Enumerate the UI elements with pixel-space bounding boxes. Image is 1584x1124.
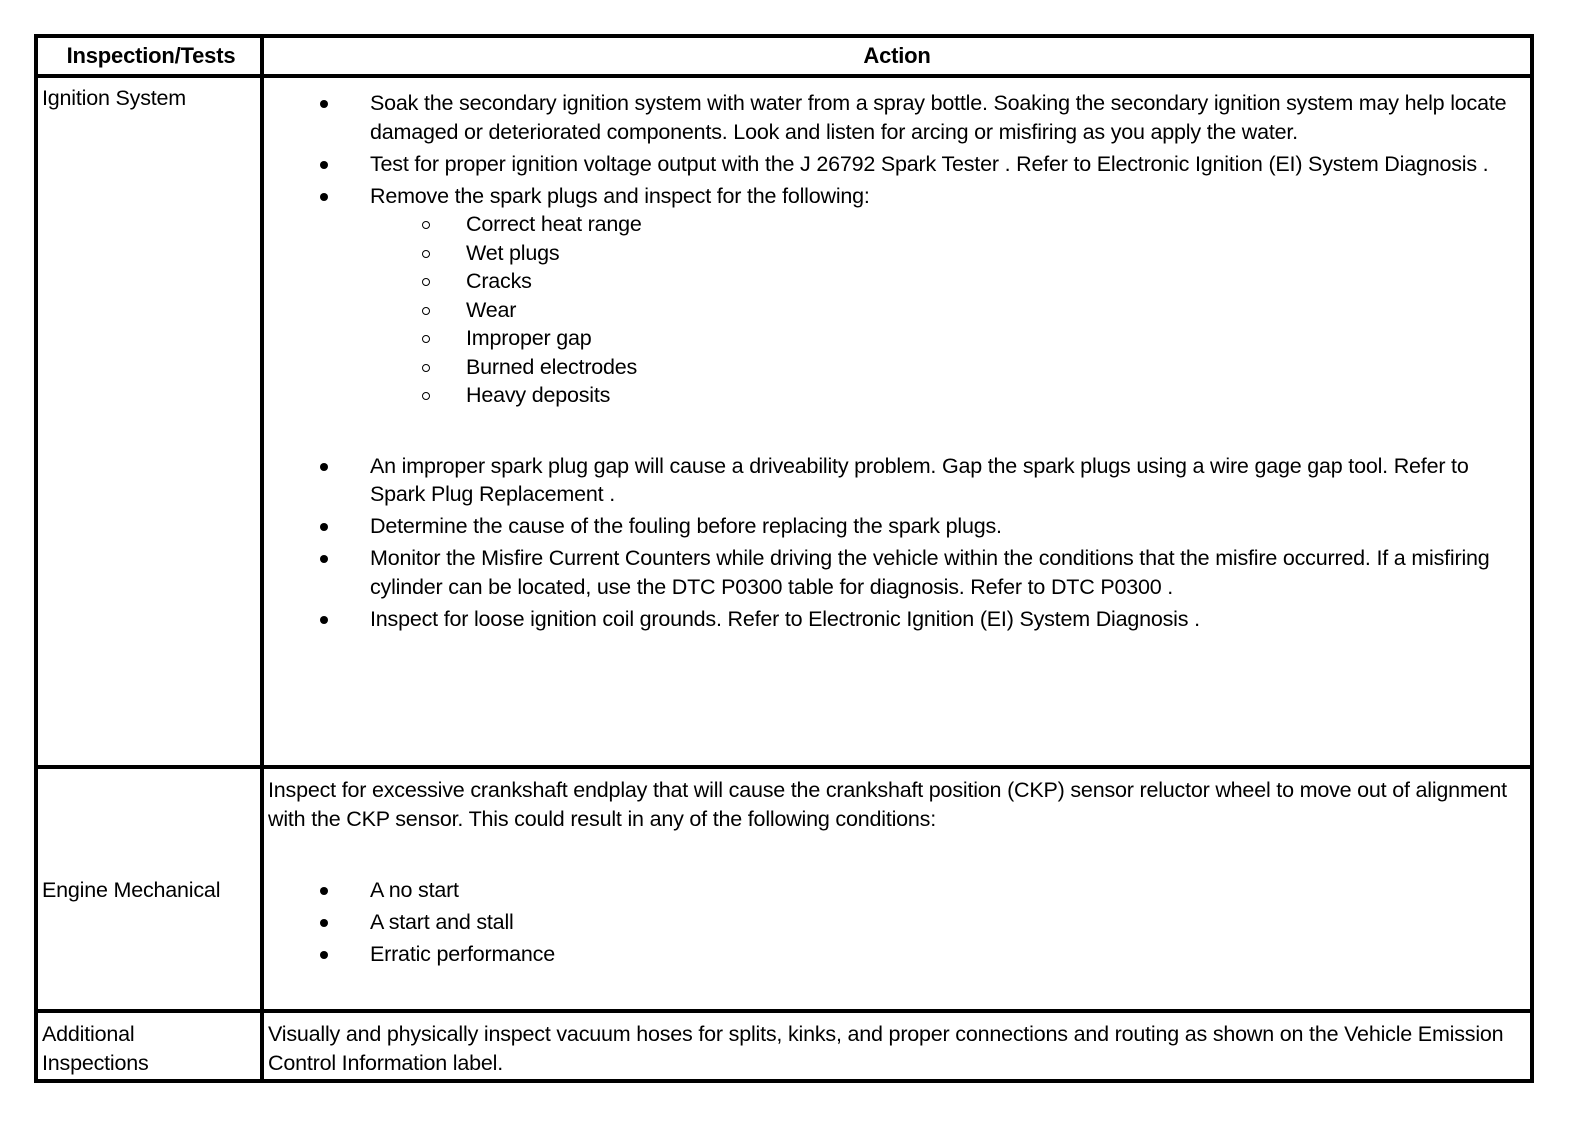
list-item: Soak the secondary ignition system with water from a spray bottle. Soaking the secondary ignition system may help locate damaged or deteriorated components. Look and listen for arcing or misfiring as you apply the water. (268, 89, 1528, 146)
row-action-additional-inspections: Visually and physically inspect vacuum hoses for splits, kinks, and proper connections and routing as shown on the Vehicle Emission Control Information label. (268, 1022, 1504, 1075)
list-item: Test for proper ignition voltage output with the J 26792 Spark Tester . Refer to Electronic Ignition (EI) System Diagnosis . (268, 150, 1528, 179)
circle-bullet-icon (422, 278, 430, 286)
row-label-engine-mechanical: Engine Mechanical (42, 878, 221, 902)
list-item: A start and stall (268, 908, 1526, 937)
circle-bullet-icon (422, 250, 430, 258)
list-item: Remove the spark plugs and inspect for the following: Correct heat range Wet plugs Cracks Wear Improper gap Burned electrodes Heavy deposits (268, 182, 1528, 410)
circle-bullet-icon (422, 221, 430, 229)
spark-plug-inspection-sublist (368, 210, 1528, 410)
list-item: A no start (268, 876, 1526, 905)
list-item: Monitor the Misfire Current Counters while driving the vehicle within the conditions that the misfire occurred. If a misfiring cylinder can be located, use the DTC P0300 table for diagnosis. Refer to DTC P0300 . (268, 544, 1528, 601)
circle-bullet-icon (422, 364, 430, 372)
bullet-icon (320, 193, 328, 201)
header-action: Action (863, 43, 931, 68)
header-inspection-tests: Inspection/Tests (66, 43, 236, 68)
sub-list-item: Wear (368, 296, 1528, 325)
bullet-icon (320, 523, 328, 531)
row-action-engine-mechanical (264, 776, 1530, 972)
ignition-bullet-list (268, 89, 1528, 410)
bullet-icon (320, 951, 328, 959)
row-label-ignition-system: Ignition System (42, 86, 186, 110)
list-item: Determine the cause of the fouling before replacing the spark plugs. (268, 512, 1528, 541)
row-label-additional-inspections: Additional Inspections (42, 1022, 149, 1075)
sub-list-item: Cracks (368, 267, 1528, 296)
list-item: Erratic performance (268, 940, 1526, 969)
sub-list-item: Heavy deposits (368, 381, 1528, 410)
list-item: An improper spark plug gap will cause a driveability problem. Gap the spark plugs using a wire gage gap tool. Refer to Spark Plug Replacement . (268, 452, 1528, 509)
bullet-icon (320, 555, 328, 563)
sub-list-item: Burned electrodes (368, 353, 1528, 382)
row-action-ignition-system (264, 89, 1530, 637)
circle-bullet-icon (422, 335, 430, 343)
sub-list-item: Correct heat range (368, 210, 1528, 239)
sub-list-item: Improper gap (368, 324, 1528, 353)
bullet-icon (320, 919, 328, 927)
circle-bullet-icon (422, 392, 430, 400)
inspection-table (34, 34, 1534, 1083)
bullet-icon (320, 887, 328, 895)
bullet-icon (320, 100, 328, 108)
circle-bullet-icon (422, 307, 430, 315)
bullet-icon (320, 161, 328, 169)
sub-list-item: Wet plugs (368, 239, 1528, 268)
bullet-icon (320, 616, 328, 624)
list-item: Inspect for loose ignition coil grounds. Refer to Electronic Ignition (EI) System Diagnosis . (268, 605, 1528, 634)
engine-conditions-list (268, 876, 1526, 969)
engine-mechanical-intro: Inspect for excessive crankshaft endplay that will cause the crankshaft position (CKP) sensor reluctor wheel to move out of alignment with the CKP sensor. This could result in any of the following conditions: (268, 778, 1507, 831)
ignition-bullet-list-continued (268, 452, 1528, 634)
bullet-icon (320, 463, 328, 471)
